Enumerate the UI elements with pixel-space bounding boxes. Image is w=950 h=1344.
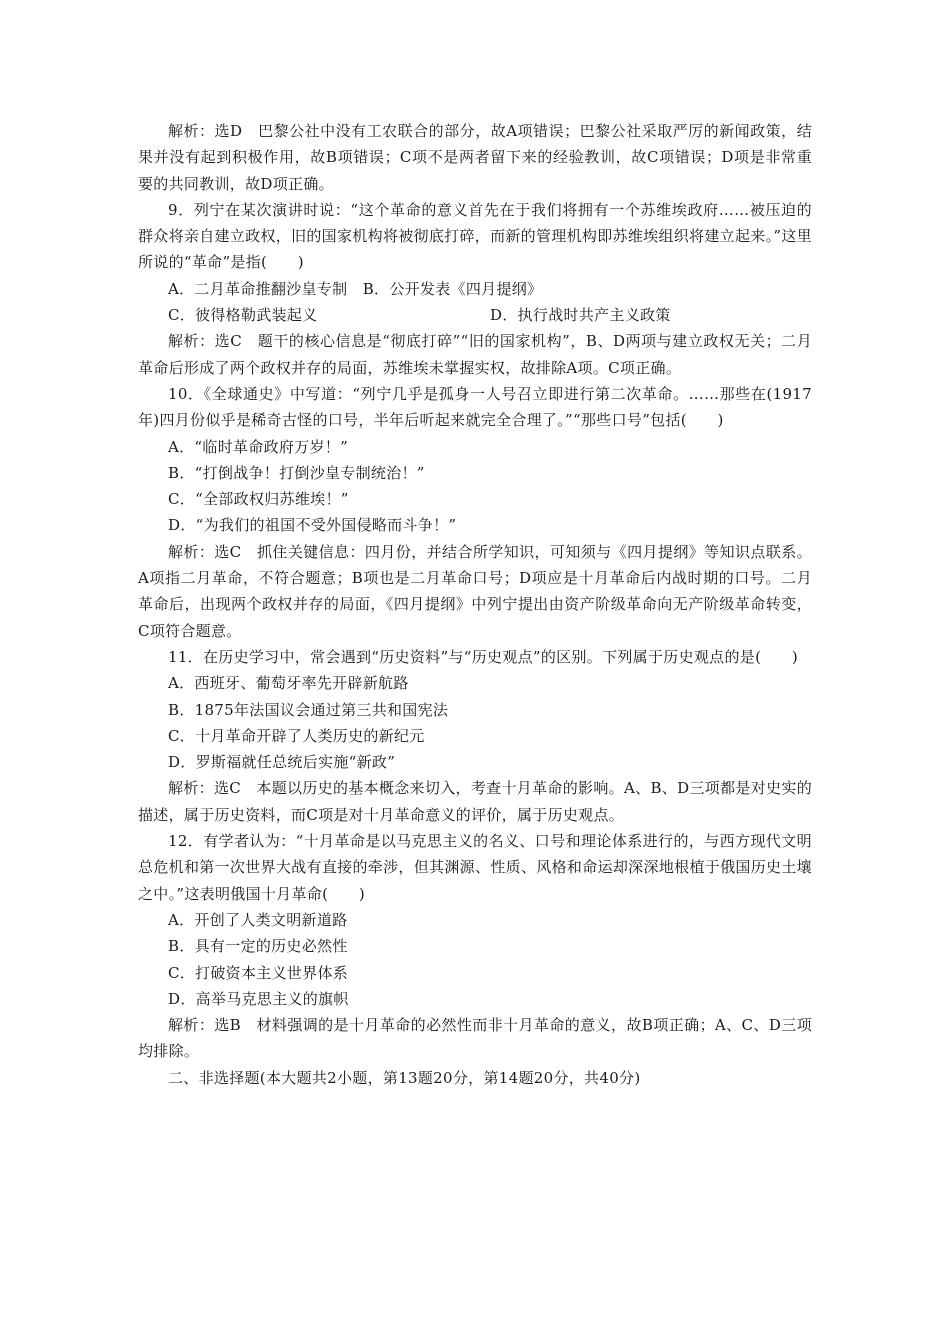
- option-text: B．“打倒战争！打倒沙皇专制统治！”: [168, 463, 425, 482]
- option-text: A．开创了人类文明新道路: [168, 910, 348, 929]
- option-text: D．“为我们的祖国不受外国侵略而斗争！”: [168, 516, 457, 535]
- option-text: A．二月革命推翻沙皇专制 B．公开发表《四月提纲》: [168, 279, 543, 298]
- document-page: [138, 118, 812, 1091]
- question-stem: 10．《全球通史》中写道：“列宁几乎是孤身一人号召立即进行第二次革命。……那些在(1917年)四月份似乎是稀奇古怪的口号，半年后听起来就完全合理了。”“那些口号”包括( ): [138, 384, 812, 430]
- option-text: C．“全部政权归苏维埃！”: [168, 490, 349, 509]
- question-stem: 11．在历史学习中，常会遇到“历史资料”与“历史观点”的区别。下列属于历史观点的是( ): [168, 647, 798, 666]
- option-text: B．1875年法国议会通过第三共和国宪法: [168, 700, 449, 719]
- option-text: A．西班牙、葡萄牙率先开辟新航路: [168, 674, 409, 693]
- option-text: D．罗斯福就任总统后实施“新政”: [168, 753, 396, 772]
- option-text: B．具有一定的历史必然性: [168, 937, 348, 956]
- option-text: C．彼得格勒武装起义: [168, 306, 318, 325]
- question-stem: 9．列宁在某次演讲时说：“这个革命的意义首先在于我们将拥有一个苏维埃政府……被压迫的群众将亲自建立政权，旧的国家机构将被彻底打碎，而新的管理机构即苏维埃组织将建立起来。”这里所说的“革命”是指( ): [138, 200, 812, 272]
- section-heading: 二、非选择题(本大题共2小题，第13题20分，第14题20分，共40分): [168, 1068, 641, 1087]
- option-text: A．“临时革命政府万岁！”: [168, 437, 349, 456]
- option-text: C．十月革命开辟了人类历史的新纪元: [168, 726, 425, 745]
- answer-analysis: 解析：选B 材料强调的是十月革命的必然性而非十月革命的意义，故B项正确；A、C、D三项均排除。: [138, 1016, 812, 1061]
- option-text: D．执行战时共产主义政策: [490, 306, 671, 325]
- option-row: [138, 302, 812, 328]
- option-text: C．打破资本主义世界体系: [168, 963, 349, 982]
- option-text: D．高举马克思主义的旗帜: [168, 989, 349, 1008]
- answer-analysis: 解析：选D 巴黎公社中没有工农联合的部分，故A项错误；巴黎公社采取严厉的新闻政策，结果并没有起到积极作用，故B项错误；C项不是两者留下来的经验教训，故C项错误；D项是非常重要的共同教训，故D项正确。: [138, 122, 812, 193]
- answer-analysis: 解析：选C 题干的核心信息是“彻底打碎”“旧的国家机构”，B、D两项与建立政权无关；二月革命后形成了两个政权并存的局面，苏维埃未掌握实权，故排除A项。C项正确。: [138, 332, 812, 377]
- answer-analysis: 解析：选C 本题以历史的基本概念来切入，考查十月革命的影响。A、B、D三项都是对史实的描述，属于历史资料，而C项是对十月革命意义的评价，属于历史观点。: [138, 779, 812, 824]
- answer-analysis: 解析：选C 抓住关键信息：四月份，并结合所学知识，可知须与《四月提纲》等知识点联系。A项指二月革命，不符合题意；B项也是二月革命口号；D项应是十月革命后内战时期的口号。二月革命后，出现两个政权并存的局面，《四月提纲》中列宁提出由资产阶级革命向无产阶级革命转变，C项符合题意。: [138, 542, 812, 640]
- question-stem: 12．有学者认为：“十月革命是以马克思主义的名义、口号和理论体系进行的，与西方现代文明总危机和第一次世界大战有直接的牵涉，但其渊源、性质、风格和命运却深深地根植于俄国历史土壤之中。”这表明俄国十月革命( ): [138, 832, 812, 903]
